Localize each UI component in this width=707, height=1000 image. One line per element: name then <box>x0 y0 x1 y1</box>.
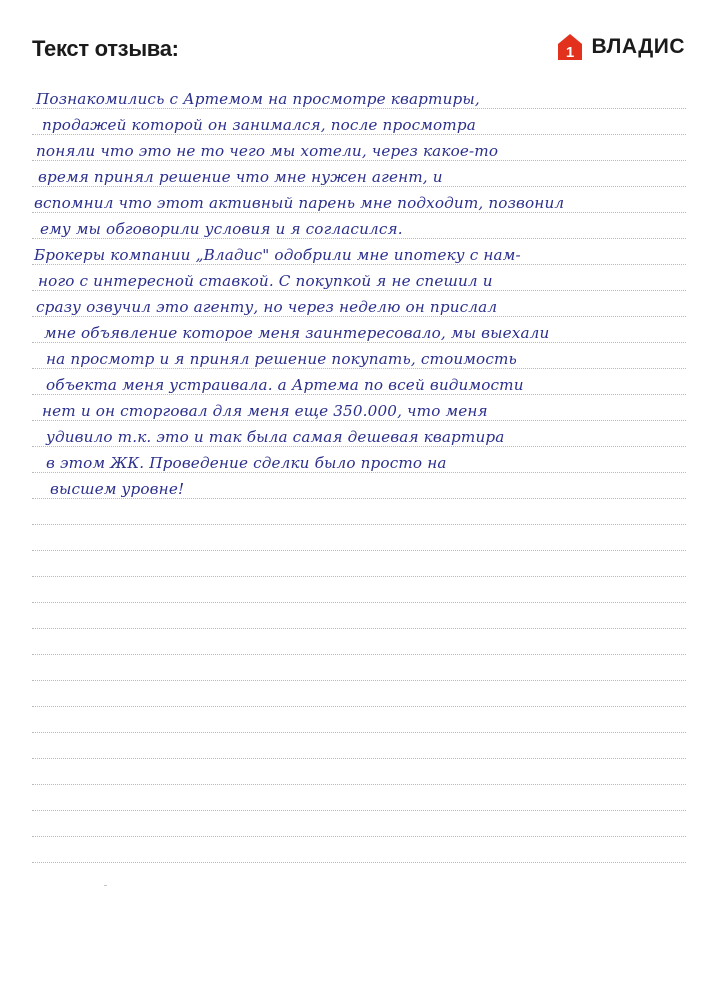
scan-mark <box>104 885 107 886</box>
ruled-line <box>32 316 686 317</box>
review-line: удивило т.к. это и так была самая дешевая квартира <box>46 428 505 446</box>
ruled-line <box>32 706 686 707</box>
ruled-line <box>32 160 686 161</box>
ruled-line <box>32 342 686 343</box>
ruled-line <box>32 628 686 629</box>
ruled-line <box>32 680 686 681</box>
ruled-line <box>32 368 686 369</box>
review-line: на просмотр и я принял решение покупать, стоимость <box>46 350 517 368</box>
review-line: высшем уровне! <box>50 480 185 498</box>
review-sheet <box>32 86 686 866</box>
ruled-line <box>32 290 686 291</box>
ruled-line <box>32 420 686 421</box>
ruled-line <box>32 758 686 759</box>
ruled-line <box>32 654 686 655</box>
ruled-line <box>32 836 686 837</box>
review-line: ему мы обговорили условия и я согласился. <box>40 220 403 238</box>
review-line: сразу озвучил это агенту, но через неделю он прислал <box>36 298 498 316</box>
ruled-line <box>32 134 686 135</box>
review-line: мне объявление которое меня заинтересовало, мы выехали <box>44 324 550 342</box>
review-line: в этом ЖК. Проведение сделки было просто на <box>46 454 447 472</box>
house-logo-icon <box>557 33 583 61</box>
review-line: объекта меня устраивала. а Артема по всей видимости <box>46 376 524 394</box>
review-line: поняли что это не то чего мы хотели, через какое-то <box>36 142 499 160</box>
ruled-line <box>32 108 686 109</box>
ruled-line <box>32 810 686 811</box>
brand-logo-block <box>557 33 685 61</box>
ruled-line <box>32 498 686 499</box>
ruled-line <box>32 784 686 785</box>
ruled-line <box>32 186 686 187</box>
page-title: Текст отзыва: <box>32 36 179 61</box>
review-line: продажей которой он занимался, после просмотра <box>42 116 476 134</box>
review-line: ного с интересной ставкой. С покупкой я не спешил и <box>38 272 493 290</box>
review-line: Познакомились с Артемом на просмотре квартиры, <box>36 90 480 108</box>
ruled-line <box>32 472 686 473</box>
ruled-line <box>32 602 686 603</box>
review-line: вспомнил что этот активный парень мне подходит, позвонил <box>34 194 565 212</box>
ruled-line <box>32 524 686 525</box>
ruled-line <box>32 550 686 551</box>
ruled-line <box>32 576 686 577</box>
ruled-line <box>32 238 686 239</box>
ruled-line <box>32 264 686 265</box>
ruled-line <box>32 862 686 863</box>
review-line: Брокеры компании „Владис" одобрили мне ипотеку с нам- <box>34 246 521 264</box>
ruled-line <box>32 212 686 213</box>
ruled-line <box>32 446 686 447</box>
ruled-line <box>32 394 686 395</box>
review-line: время принял решение что мне нужен агент, и <box>38 168 443 186</box>
logo-digit: 1 <box>566 44 575 61</box>
brand-name: ВЛАДИС <box>591 35 685 58</box>
review-line: нет и он сторговал для меня еще 350.000, что меня <box>42 402 488 420</box>
ruled-line <box>32 732 686 733</box>
